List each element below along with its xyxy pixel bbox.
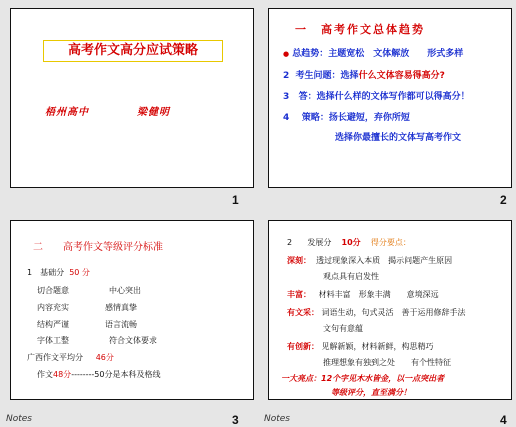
pass-line: 作文48分--------50分是本科及格线 — [37, 370, 161, 379]
criteria-content: 内容充实 — [37, 303, 69, 312]
slide-title: 高考作文高分应试策略 — [43, 40, 223, 62]
trend-item-2: 2 考生问题：选择什么文体容易得高分? — [283, 71, 445, 81]
development-score-heading: 2 发展分 10分 得分要点： — [287, 238, 411, 247]
slide-page-1 — [10, 8, 254, 188]
trend-item-4: 4 策略：扬长避短，弃你所短 — [283, 113, 410, 123]
point-innovation-detail: 推理想象有独到之处 有个性特征 — [323, 358, 451, 367]
author-name: 梁健明 — [137, 107, 170, 118]
slide-page-4 — [268, 220, 512, 400]
highlight-line-2: 等级评分，直至满分！ — [331, 388, 411, 397]
grading-heading: 二 高考作文等级评分标准 — [33, 242, 163, 253]
highlight-line-1: 一大亮点：12个字见木水皆金，以一点突出者 — [281, 374, 445, 383]
point-richness: 丰富： 材料丰富 形象丰满 意境深远 — [287, 290, 439, 299]
page-number-1: 1 — [232, 193, 239, 207]
criteria-relevance: 切合题意 — [37, 286, 69, 295]
author-school: 梧州高中 — [45, 107, 89, 118]
page-number-2: 2 — [500, 193, 507, 207]
trend-item-4-detail: 选择你最擅长的文体写高考作文 — [335, 133, 462, 143]
criteria-genre: 符合文体要求 — [109, 336, 157, 345]
criteria-structure: 结构严谨 — [37, 320, 69, 329]
page-number-4: 4 — [500, 413, 507, 427]
page-number-3: 3 — [232, 413, 239, 427]
point-innovation: 有创新： 见解新颖，材料新鲜，构思精巧 — [287, 342, 434, 351]
point-literary: 有文采： 词语生动，句式灵活 善于运用修辞手法 — [287, 308, 466, 317]
trend-item-1: ● 总趋势：主题宽松 文体解放 形式多样 — [283, 49, 464, 59]
notes-icon: Notes — [6, 414, 32, 424]
trend-heading: 一 高考作文总体趋势 — [295, 23, 425, 36]
criteria-handwriting: 字体工整 — [37, 336, 69, 345]
slide-page-3 — [10, 220, 254, 400]
point-depth-detail: 观点具有启发性 — [323, 272, 379, 281]
trend-item-3: 3 答：选择什么样的文体写作都可以得高分！ — [283, 92, 470, 102]
slide-page-2 — [268, 8, 512, 188]
base-score-line: 1 基础分 50 分 — [27, 268, 90, 277]
point-literary-detail: 文句有意蕴 — [323, 324, 363, 333]
criteria-focus: 中心突出 — [109, 286, 141, 295]
trend-item-1-text: 总趋势：主题宽松 文体解放 形式多样 — [292, 49, 464, 59]
criteria-emotion: 感情真挚 — [105, 303, 137, 312]
criteria-language: 语言流畅 — [105, 320, 137, 329]
average-score-line: 广西作文平均分 46分 — [27, 353, 114, 362]
notes-icon: Notes — [264, 414, 290, 424]
point-depth: 深刻： 透过现象深入本质 揭示问题产生原因 — [287, 256, 453, 265]
